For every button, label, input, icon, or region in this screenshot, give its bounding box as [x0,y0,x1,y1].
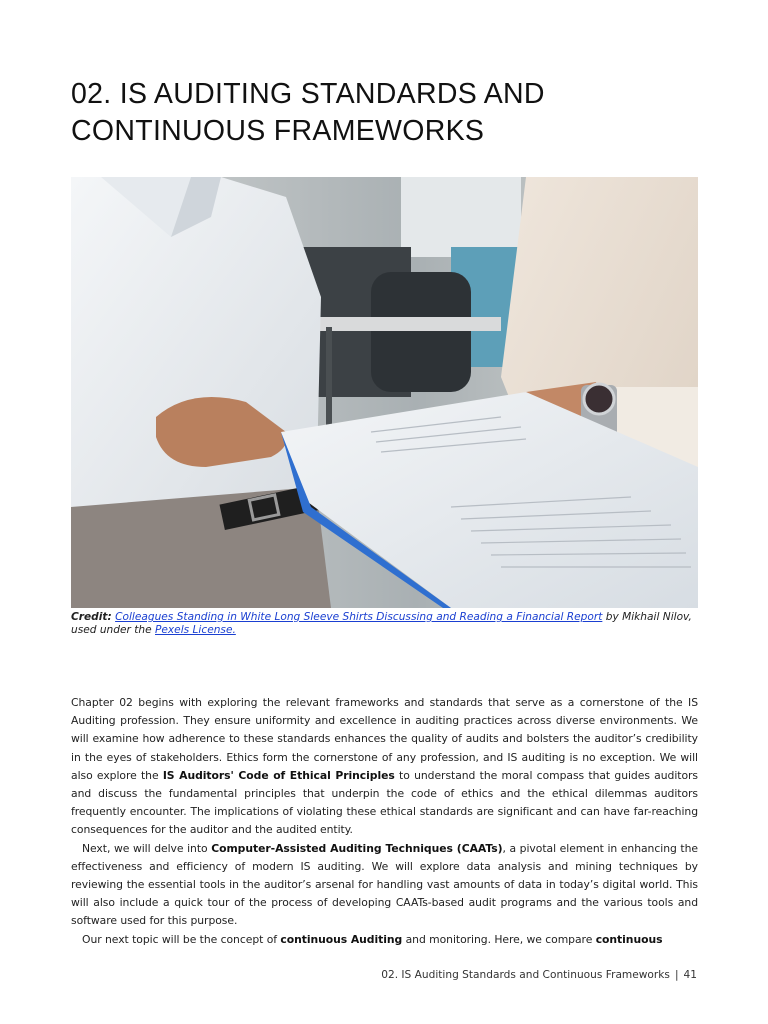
paragraph-3-text-b: and monitoring. Here, we compare [402,932,596,946]
paragraph-1 [71,694,698,840]
paragraph-2 [71,840,698,931]
footer-separator: | [674,969,679,981]
page-number: 41 [683,969,697,981]
page-title-line-1: 02. IS AUDITING STANDARDS AND [71,78,545,110]
page-title-line-2: CONTINUOUS FRAMEWORKS [71,115,485,147]
paragraph-1-text-b: to understand the moral compass that guides auditors and discuss the fundamental principles that underpin the code of ethics and the ethical dilemmas auditors frequently encounter. The implications of violating these ethical standards are significant and can have far-reaching consequences for the auditor and the audited entity. [71,768,698,837]
footer-chapter-title: 02. IS Auditing Standards and Continuous Frameworks [381,969,670,981]
credit-label: Credit: [71,611,112,623]
continuous-auditing-term: continuous Auditing [280,932,403,946]
chapter-intro-text [71,694,698,949]
credit-attribution: by Mikhail Nilov, used under the [71,611,692,636]
paragraph-2-text-b: , a pivotal element in enhancing the effectiveness and efficiency of modern IS auditing. We will explore data analysis and mining techniques by reviewing the essential tools in the auditor’s arsenal for handling vast amounts of data in today’s digital world. This will also include a quick tour of the process of developing CAATs-based audit programs and the various tools and software used for this purpose. [71,841,698,928]
paragraph-1-text-a: Chapter 02 begins with exploring the relevant frameworks and standards that serve as a cornerstone of the IS Auditing profession. They ensure uniformity and excellence in auditing practices across diverse environments. We will examine how adherence to these standards enhances the quality of audits and bolsters the auditor’s credibility in the eyes of stakeholders. Ethics form the cornerstone of any profession, and IS auditing is no exception. We will also explore the [71,696,698,782]
pexels-license-link[interactable]: Pexels License. [155,624,236,636]
photo-colleagues-financial-report [71,177,698,608]
caats-term: Computer-Assisted Auditing Techniques (CAATs) [211,841,503,855]
code-of-ethics-term: IS Auditors' Code of Ethical Principles [162,768,395,782]
page-title [71,76,691,150]
paragraph-3-text-a: Our next topic will be the concept of [82,932,281,946]
photo-credit [71,611,701,637]
paragraph-2-text-a: Next, we will delve into [82,841,212,855]
continuous-term: continuous [595,932,663,946]
paragraph-3 [71,931,698,949]
page-footer [381,969,697,981]
photo-source-link[interactable]: Colleagues Standing in White Long Sleeve Shirts Discussing and Reading a Financial Report [115,611,603,623]
